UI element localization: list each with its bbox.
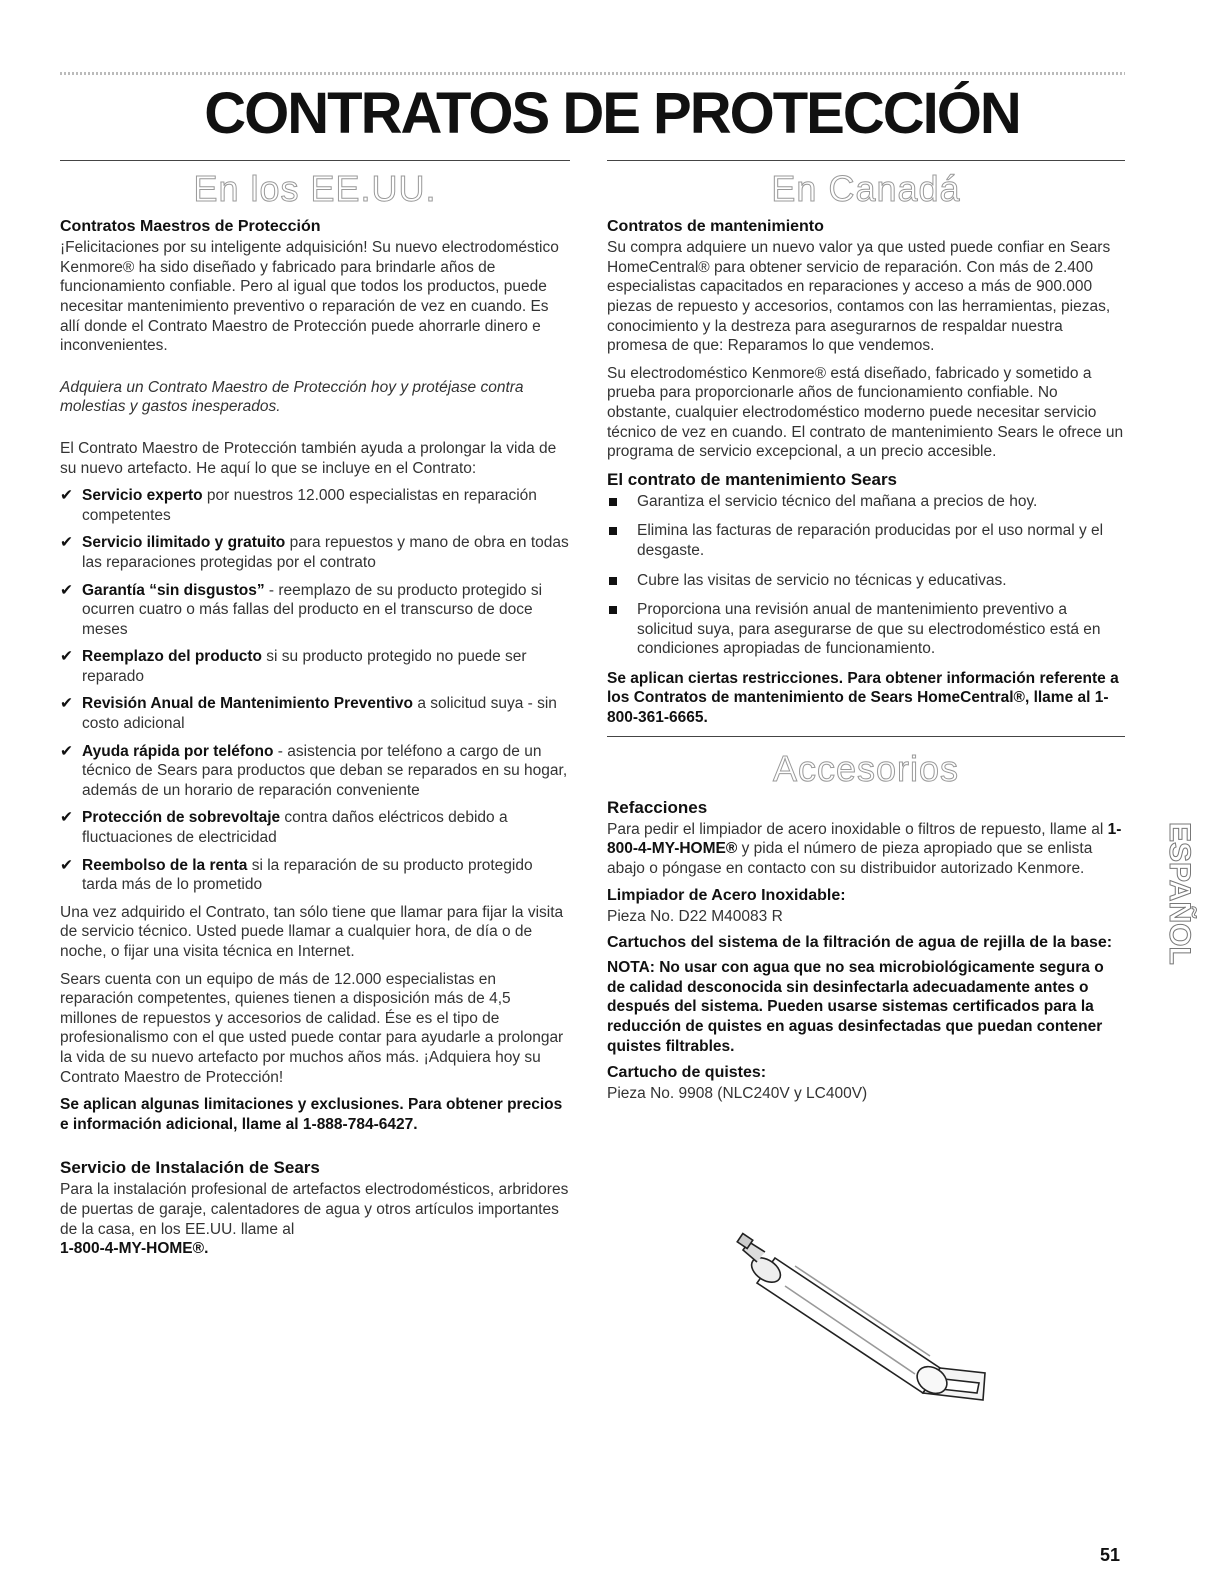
list-item: Elimina las facturas de reparación producidas por el uso normal y el desgaste. [607, 521, 1125, 560]
list-item: ✔ Servicio experto por nuestros 12.000 especialistas en reparación competentes [60, 487, 537, 524]
list-item: ✔ Servicio ilimitado y gratuito para repuestos y mano de obra en todas las reparaciones protegidas por el contrato [60, 534, 569, 571]
checkmark-icon: ✔ [60, 534, 73, 552]
page-title: CONTRATOS DE PROTECCIÓN [204, 81, 1020, 146]
sears-benefits-list [607, 492, 1125, 659]
cleaner-part-number: Pieza No. D22 M40083 R [607, 907, 783, 925]
heading-installation: Servicio de Instalación de Sears [60, 1158, 320, 1178]
left-column [60, 160, 570, 1267]
checkmark-icon: ✔ [60, 581, 73, 599]
square-bullet-icon [609, 527, 617, 535]
refacciones-phone: 1-800-4-MY-HOME® [607, 820, 1122, 858]
list-item: Cubre las visitas de servicio no técnicas y educativas. [607, 571, 1125, 591]
water-filter-cartridge-image [735, 1228, 995, 1423]
top-decorative-rule [60, 72, 1125, 75]
checkmark-icon: ✔ [60, 487, 73, 505]
list-item: Proporciona una revisión anual de mantenimiento preventivo a solicitud suya, para asegurarse de que su electrodoméstico está en condiciones apropiadas de funcionamiento. [607, 600, 1125, 659]
checkmark-icon: ✔ [60, 856, 73, 874]
installation-paragraph: Para la instalación profesional de artefactos electrodomésticos, arbridores de puertas de garaje, calentadores de agua y otros artículos importantes de la casa, en los EE.UU. llame al 1-800-4-MY-HOME®. [60, 1181, 569, 1258]
list-item: ✔ Reemplazo del producto si su producto protegido no puede ser reparado [60, 648, 527, 685]
italic-callout: Adquiera un Contrato Maestro de Protección hoy y protéjase contra molestias y gastos inesperados. [60, 378, 524, 416]
square-bullet-icon [609, 577, 617, 585]
includes-paragraph: El Contrato Maestro de Protección también ayuda a prolongar la vida de su nuevo artefacto. He aquí lo que se incluye en el Contrato: [60, 439, 557, 477]
checkmark-icon: ✔ [60, 648, 73, 666]
heading-cleaner: Limpiador de Acero Inoxidable: [607, 886, 846, 904]
restrictions-notice: Se aplican ciertas restricciones. Para obtener información referente a los Contratos de mantenimiento de Sears HomeCentral®, llame al 1-800-361-6665. [607, 669, 1119, 727]
divider [607, 160, 1125, 161]
language-side-tab [1148, 818, 1196, 1058]
refacciones-paragraph: Para pedir el limpiador de acero inoxidable o filtros de repuesto, llame al 1-800-4-MY-HOME® y pida el número de pieza apropiado que se enlista abajo o póngase en contacto con su distribuidor autorizado Kenmore. [607, 820, 1122, 878]
heading-cartridges: Cartuchos del sistema de la filtración de agua de rejilla de la base: [607, 934, 1113, 952]
intro-paragraph: ¡Felicitaciones por su inteligente adquisición! Su nuevo electrodoméstico Kenmore® ha sido diseñado y fabricado para brindarle años de funcionamiento confiable. Pero al igual que todos los productos, puede necesitar mantenimiento preventivo o reparación de vez en cuando. Es allí donde el Contrato Maestro de Protección puede ahorrarle dinero e inconvenientes. [60, 239, 559, 355]
right-column [607, 160, 1125, 1112]
list-item: ✔ Revisión Anual de Mantenimiento Preventivo a solicitud suya - sin costo adicional [60, 695, 557, 733]
list-item: ✔ Reembolso de la renta si la reparación de su producto protegido tarda más de lo prometido [60, 856, 533, 894]
list-item: ✔ Ayuda rápida por teléfono - asistencia por teléfono a cargo de un técnico de Sears para productos que deban se reparados en su hogar, además de un horario de reparación conveniente [60, 742, 568, 799]
after-paragraph-1: Una vez adquirido el Contrato, tan sólo tiene que llamar para fijar la visita de servicio técnico. Usted puede llamar a cualquier hora, de día o de noche, o fijar una visita técnica en Internet. [60, 903, 564, 960]
limitations-notice: Se aplican algunas limitaciones y exclusiones. Para obtener precios e información adicional, llame al 1-888-784-6427. [60, 1096, 563, 1133]
after-paragraph-2: Sears cuenta con un equipo de más de 12.000 especialistas en reparación competentes, quienes tienen a disposición más de 4,5 millones de repuestos y accesorios de calidad. Ése es el tipo de profesionalismo con el que usted puede contar para ayudarle a prolongar la vida de su nuevo artefacto por muchos años más. ¡Adquiera hoy su Contrato Maestro de Protección! [60, 970, 564, 1086]
canada-paragraph-2: Su electrodoméstico Kenmore® está diseñado, fabricado y sometido a prueba para proporcionarle años de funcionamiento confiable. No obstante, cualquier electrodoméstico moderno puede necesitar servicio técnico de vez en cuando. El contrato de mantenimiento Sears le ofrece un programa de servicio excepcional, a un precio accesible. [607, 364, 1124, 461]
heading-refacciones: Refacciones [607, 797, 708, 817]
installation-phone: 1-800-4-MY-HOME®. [60, 1240, 209, 1258]
list-item: ✔ Garantía “sin disgustos” - reemplazo de su producto protegido si ocurren cuatro o más fallas del producto en el transcurso de doce meses [60, 581, 543, 638]
section-title-canada: En Canadá [771, 168, 961, 209]
cyst-part-number: Pieza No. 9908 (NLC240V y LC400V) [607, 1085, 868, 1103]
benefits-checklist [60, 486, 570, 895]
divider [607, 736, 1125, 737]
checkmark-icon: ✔ [60, 695, 73, 713]
checkmark-icon: ✔ [60, 809, 73, 827]
section-title-accessories: Accesorios [772, 747, 960, 789]
language-label: ESPAÑOL [1163, 822, 1196, 965]
list-item: ✔ Protección de sobrevoltaje contra daños eléctricos debido a fluctuaciones de electricidad [60, 809, 508, 847]
section-title-usa: En los EE.UU. [193, 168, 437, 209]
canada-paragraph-1: Su compra adquiere un nuevo valor ya que usted puede confiar en Sears HomeCentral® para obtener servicio de reparación. Con más de 2.400 especialistas capacitados en reparaciones y acceso a más de 900.000 piezas de repuesto y accesorios, contamos con las herramientas, piezas, conocimiento y la destreza para asegurarnos de respaldar nuestra promesa de que: Reparamos lo que vendemos. [607, 239, 1111, 355]
heading-maintenance-contracts: Contratos de mantenimiento [607, 218, 824, 236]
checkmark-icon: ✔ [60, 742, 73, 760]
heading-master-contracts: Contratos Maestros de Protección [60, 218, 321, 236]
heading-sears-contract: El contrato de mantenimiento Sears [607, 469, 898, 489]
page-number: 51 [1100, 1545, 1121, 1565]
heading-cyst-cartridge: Cartucho de quistes: [607, 1064, 767, 1082]
water-safety-note: NOTA: No usar con agua que no sea microbiológicamente segura o de calidad desconocida sin desinfectarla adecuadamente antes o después del sistema. Pueden usarse sistemas certificados para la reducción de quistes en aguas desinfectadas que puedan contener quistes filtrables. [607, 959, 1104, 1055]
list-item: Garantiza el servicio técnico del mañana a precios de hoy. [607, 492, 1125, 512]
square-bullet-icon [609, 606, 617, 614]
square-bullet-icon [609, 498, 617, 506]
divider [60, 160, 570, 161]
